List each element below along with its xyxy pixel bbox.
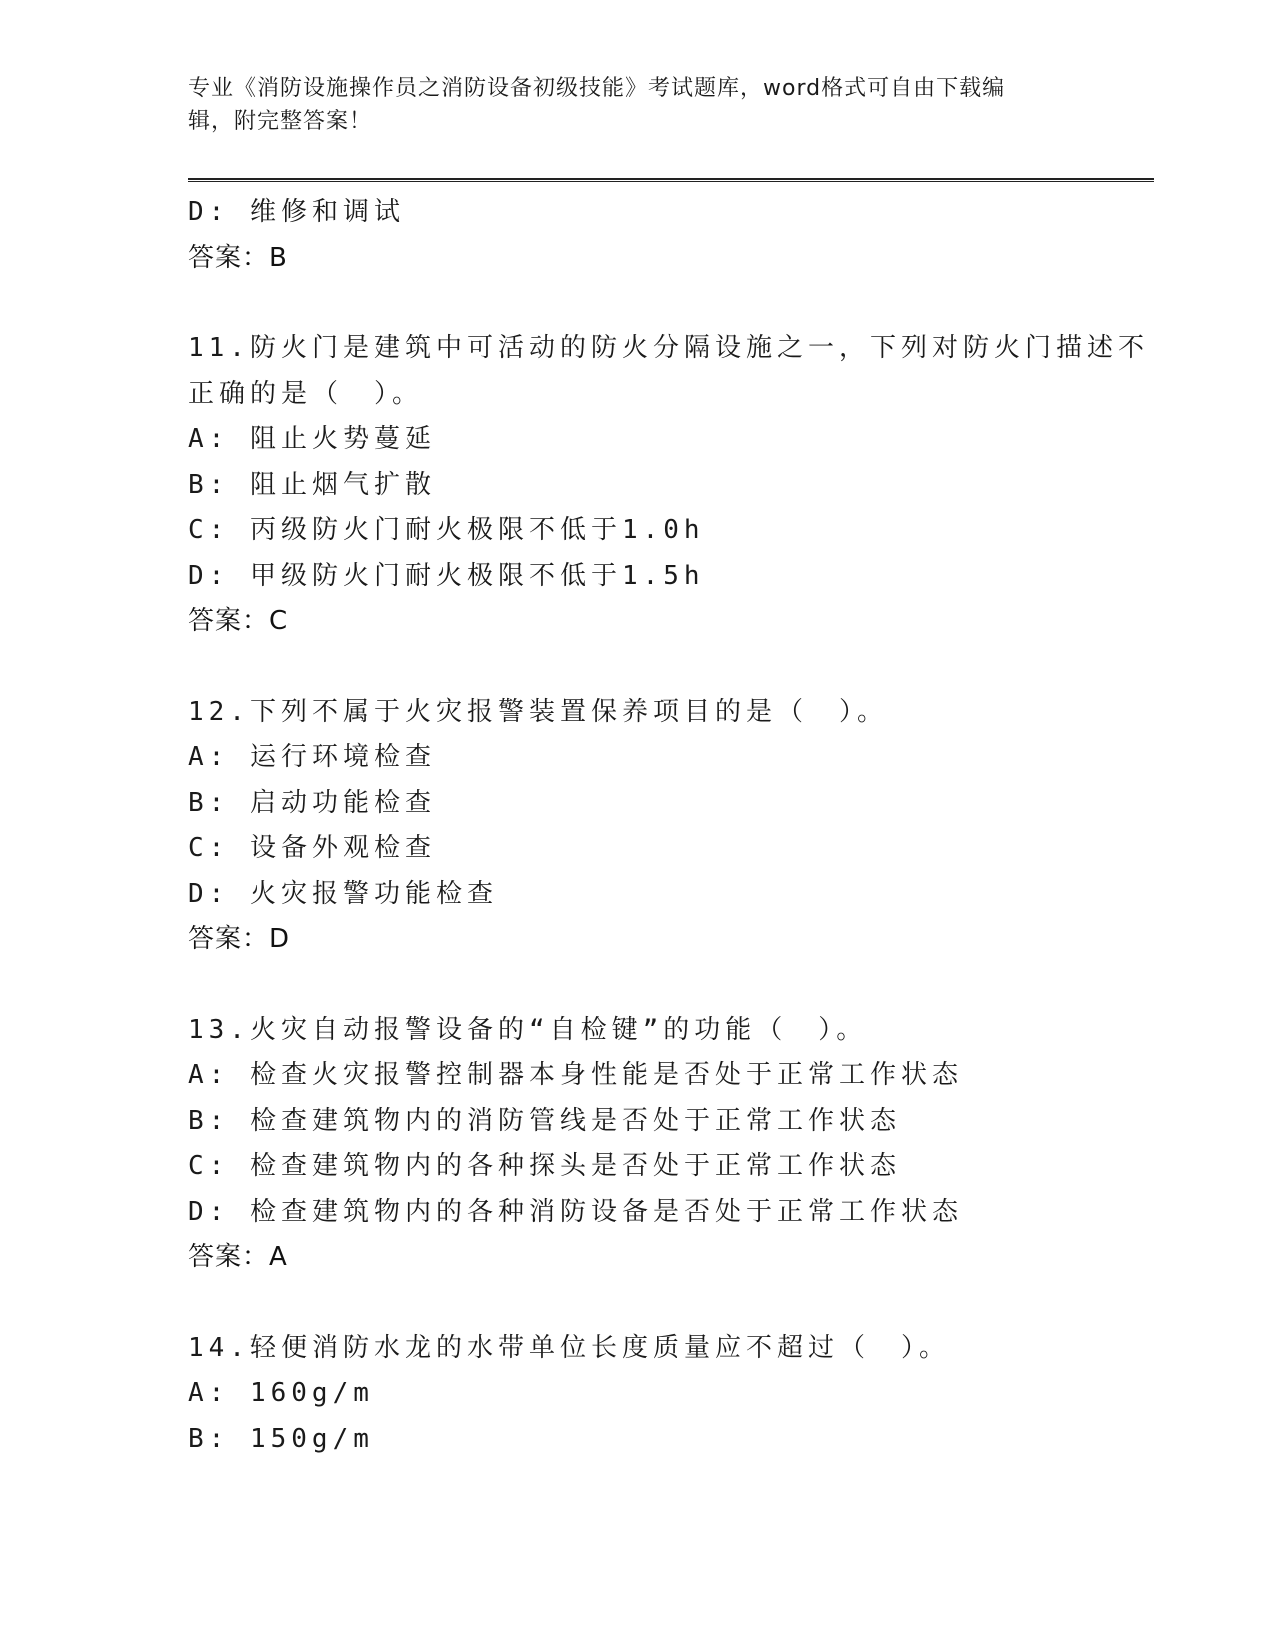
answer-line: 答案：B bbox=[188, 242, 288, 273]
spacer bbox=[188, 963, 1138, 1008]
question-12 bbox=[188, 690, 1138, 963]
option-c: C: 检查建筑物内的各种探头是否处于正常工作状态 bbox=[188, 1151, 901, 1181]
spacer bbox=[188, 1281, 1138, 1326]
spacer bbox=[188, 645, 1138, 690]
answer-line: 答案：C bbox=[188, 606, 289, 636]
question-stem: 13.火灾自动报警设备的“自检键”的功能（ ）。 bbox=[188, 1014, 868, 1045]
option-a: A: 阻止火势蔓延 bbox=[188, 424, 436, 454]
question-content bbox=[188, 190, 1149, 1462]
option-a: A: 运行环境检查 bbox=[188, 742, 436, 772]
question-stem: 11.防火门是建筑中可活动的防火分隔设施之一，下列对防火门描述不 bbox=[188, 333, 1149, 363]
option-c: C: 丙级防火门耐火极限不低于1.0h bbox=[188, 515, 705, 545]
header-divider bbox=[188, 178, 1154, 182]
answer-line: 答案：D bbox=[188, 924, 291, 954]
header-line-2: 辑，附完整答案！ bbox=[188, 109, 373, 134]
question-13 bbox=[188, 1008, 1138, 1281]
option-b: B: 启动功能检查 bbox=[188, 787, 436, 818]
option-d: D: 甲级防火门耐火极限不低于1.5h bbox=[188, 560, 705, 591]
option-b: B: 检查建筑物内的消防管线是否处于正常工作状态 bbox=[188, 1105, 901, 1136]
option-d: D: 火灾报警功能检查 bbox=[188, 878, 498, 909]
option-a: A: 检查火灾报警控制器本身性能是否处于正常工作状态 bbox=[188, 1060, 963, 1090]
question-14 bbox=[188, 1326, 1138, 1463]
option-b: B: 150g/m bbox=[188, 1423, 374, 1454]
option-d: D: 检查建筑物内的各种消防设备是否处于正常工作状态 bbox=[188, 1196, 963, 1227]
question-stem: 12.下列不属于火灾报警装置保养项目的是（ ）。 bbox=[188, 696, 888, 727]
answer-line: 答案：A bbox=[188, 1242, 288, 1272]
option-b: B: 阻止烟气扩散 bbox=[188, 469, 436, 500]
header-line-1: 专业《消防设施操作员之消防设备初级技能》考试题库，word格式可自由下载编 bbox=[188, 76, 1006, 101]
option-c: C: 设备外观检查 bbox=[188, 833, 436, 863]
question-stem-continued: 正确的是（ ）。 bbox=[188, 378, 424, 409]
option-d: D: 维修和调试 bbox=[188, 197, 405, 227]
question-10-fragment bbox=[188, 190, 1138, 281]
spacer bbox=[188, 281, 1138, 326]
page-header bbox=[188, 72, 1068, 138]
question-11 bbox=[188, 326, 1149, 645]
question-stem: 14.轻便消防水龙的水带单位长度质量应不超过（ ）。 bbox=[188, 1332, 950, 1363]
option-a: A: 160g/m bbox=[188, 1378, 374, 1408]
